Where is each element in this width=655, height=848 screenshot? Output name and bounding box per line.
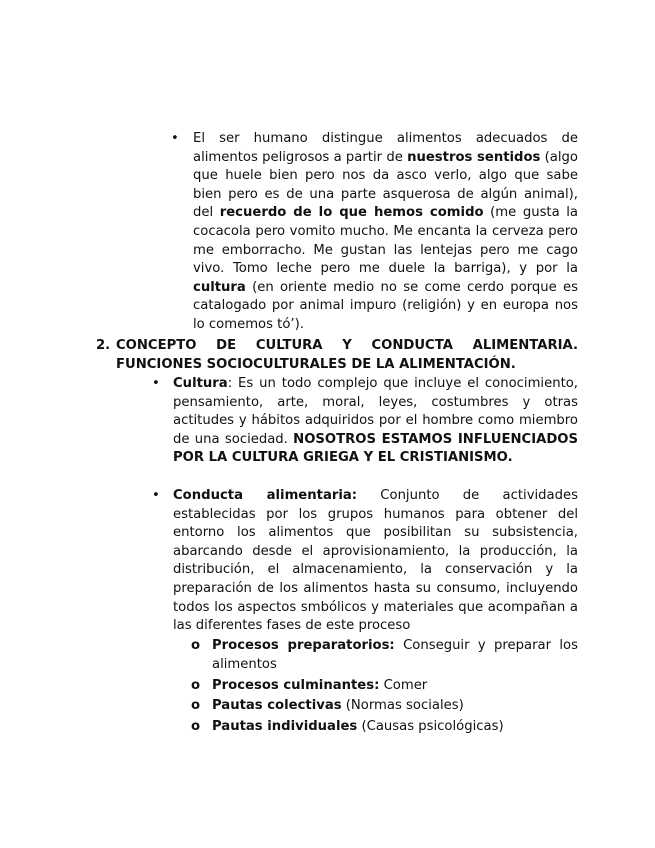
bold-phrase-memory: recuerdo de lo que hemos comido — [219, 205, 484, 221]
sub-list-item — [191, 697, 578, 716]
section-title-line-2: FUNCIONES SOCIOCULTURALES DE LA ALIMENTACIÓN. — [116, 356, 516, 372]
definition-text: : Es un todo complejo que incluye el conocimiento, pensamiento, arte, moral, leyes, costumbres y otras actitudes y hábitos adquiridos por el hombre como miembro de una sociedad. — [173, 376, 578, 447]
sub-list-item — [191, 637, 578, 674]
definition-text-start: Conjunto de actividades — [357, 488, 578, 503]
sub-bullet-glyph: o — [191, 678, 201, 693]
paragraph-text: (me gusta la cocacola pero vomito mucho. Me encanta la cerveza pero me emborracho. Me gustan las lentejas pero me cago vivo. Tomo leche pero me duele la barriga), y por la — [193, 205, 579, 277]
section-number: 2. — [96, 338, 111, 353]
section-heading — [96, 337, 578, 374]
term-conducta: Conducta alimentaria: — [173, 488, 358, 503]
sub-item-term: Pautas individuales — [212, 719, 358, 734]
bullet-item-cultura — [152, 375, 578, 468]
emphasis-text: NOSOTROS ESTAMOS INFLUENCIADOS POR LA CULTURA GRIEGA Y EL CRISTIANISMO. — [173, 431, 578, 466]
sub-list-item — [191, 677, 578, 696]
section-title-line-1: CONCEPTO DE CULTURA Y CONDUCTA ALIMENTARIA. — [116, 338, 578, 353]
sub-bullet-glyph: o — [191, 719, 201, 734]
sub-item-text: (Normas sociales) — [341, 698, 464, 713]
bullet-item-human-food-recognition — [171, 130, 579, 335]
sub-item-text: alimentos — [212, 656, 277, 672]
bullet-glyph: • — [152, 376, 160, 391]
sub-item-term: Pautas colectivas — [212, 698, 342, 713]
paragraph-text: (algo que huele bien pero nos da asco verlo, algo que sabe bien pero es de una parte asquerosa de algún animal), del — [193, 149, 578, 221]
bold-phrase-senses: nuestros sentidos — [407, 149, 541, 165]
paragraph-text: El ser humano distingue alimentos adecuados de alimentos peligrosos a partir de — [193, 131, 578, 165]
sub-item-term: Procesos preparatorios: — [212, 638, 395, 653]
sub-item-text: (Causas psicológicas) — [357, 719, 504, 734]
bullet-glyph: • — [171, 131, 179, 146]
bold-phrase-culture: cultura — [193, 279, 246, 295]
definition-text: establecidas por los grupos humanos para obtener del entorno los alimentos que posibilitan su subsistencia, abarcando desde el aprovisionamiento, la producción, la distribución, el almacenamiento, la conservación y la preparación de los alimentos hasta su consumo, incluyendo todos los aspectos smbólicos y materiales que acompañan a las diferentes fases de este proceso — [173, 506, 578, 634]
paragraph-text: (en oriente medio no se come cerdo porque es catalogado por animal impuro (religión) y en europa nos lo comemos tó’). — [193, 279, 578, 332]
term-cultura: Cultura — [173, 376, 228, 391]
bullet-glyph: • — [152, 488, 160, 503]
sub-item-text: Comer — [379, 678, 428, 693]
sub-item-term: Procesos culminantes: — [212, 678, 380, 693]
sub-item-text: Conseguir y preparar los — [394, 638, 578, 653]
sub-list-item — [191, 718, 578, 737]
sub-bullet-glyph: o — [191, 698, 201, 713]
sub-bullet-glyph: o — [191, 638, 201, 653]
bullet-item-conducta-alimentaria — [152, 487, 578, 636]
